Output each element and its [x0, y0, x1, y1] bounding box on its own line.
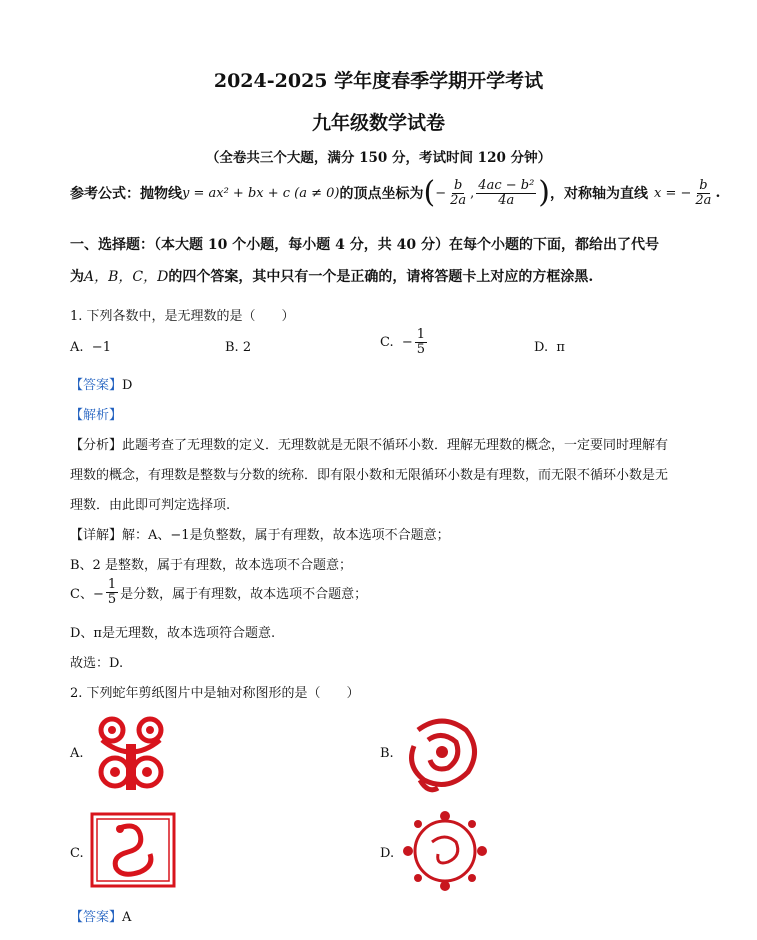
q1-detail-d: D、π是无理数，故本选项符合题意.: [70, 626, 276, 641]
q2-option-c-label: C.: [70, 846, 84, 861]
q1-fenxi-line2: 理数的概念，有理数是整数与分数的统称．即有限小数和无限循环小数是有理数，而无限不循环小数是无: [70, 468, 669, 483]
q2-answer: 【答案】A: [70, 910, 132, 925]
q1-stem: 1. 下列各数中，是无理数的是（ ）: [70, 309, 295, 324]
axis-fraction: $\frac{b}{2a}$: [695, 177, 712, 208]
q2-option-d-papercut: [400, 808, 490, 894]
q1-option-d: D. π: [534, 340, 565, 355]
q1-option-c: C. − $\frac{1}{5}$: [380, 327, 426, 357]
reference-formula: 参考公式：抛物线 y = ax² + bx + c (a ≠ 0) 的顶点坐标为 ( − $\frac{b}{2a}$ , $\frac{\text{4ac − b²}}{4a}$ ) ，对称轴为直线 x = − $\frac{b}{2a}$ .: [70, 175, 721, 210]
q1-fenxi-line3: 理数．由此即可判定选择项.: [70, 498, 231, 513]
q1-fenxi-line1: 【分析】此题考查了无理数的定义．无理数就是无限不循环小数．理解无理数的概念，一定要同时理解有: [70, 438, 669, 453]
exam-note: （全卷共三个大题，满分 150 分，考试时间 120 分钟）: [205, 150, 552, 166]
formula-prefix: 参考公式：抛物线: [70, 186, 182, 202]
section-heading-line2: 为A，B，C，D的四个答案，其中只有一个是正确的，请将答题卡上对应的方框涂黑.: [70, 269, 594, 285]
vertex-x-fraction: $\frac{b}{2a}$: [450, 177, 467, 208]
vertex-label: 的顶点坐标为: [339, 186, 424, 202]
q1-option-c-fraction: $\frac{1}{5}$: [416, 327, 426, 357]
q1-analysis-tag: 【解析】: [70, 408, 123, 423]
q1-detail-b: B、2 是整数，属于有理数，故本选项不合题意；: [70, 558, 352, 573]
q2-option-a-papercut: [90, 714, 172, 794]
q1-detail-a: 【详解】解：A、−1是负整数，属于有理数，故本选项不合题意；: [70, 528, 450, 543]
section-heading-line1: 一、选择题：（本大题 10 个小题，每小题 4 分，共 40 分）在每个小题的下面，都给出了代号: [70, 237, 659, 253]
q1-detail-c: C、− $\frac{1}{5}$ 是分数，属于有理数，故本选项不合题意；: [70, 577, 368, 607]
q2-option-c-papercut: [90, 812, 176, 888]
exam-title: 2024-2025 学年度春季学期开学考试: [213, 70, 544, 92]
exam-subtitle: 九年级数学试卷: [311, 112, 445, 134]
q2-stem: 2. 下列蛇年剪纸图片中是轴对称图形的是（ ）: [70, 686, 360, 701]
axis-lhs: x = −: [654, 185, 692, 201]
q1-option-a: A. −1: [70, 340, 111, 355]
axis-label: ，对称轴为直线: [550, 186, 649, 202]
q2-option-d-label: D.: [380, 846, 395, 861]
vertex-y-fraction: $\frac{\text{4ac − b²}}{4a}$: [478, 177, 535, 208]
q1-option-b: B. 2: [225, 340, 252, 355]
q2-option-b-label: B.: [380, 746, 394, 761]
q2-option-b-papercut: [398, 710, 486, 796]
q2-option-a-label: A.: [70, 746, 84, 761]
parabola-equation: y = ax² + bx + c (a ≠ 0): [182, 185, 340, 201]
q1-answer: 【答案】D: [70, 378, 133, 393]
q1-conclusion: 故选：D.: [70, 656, 124, 671]
